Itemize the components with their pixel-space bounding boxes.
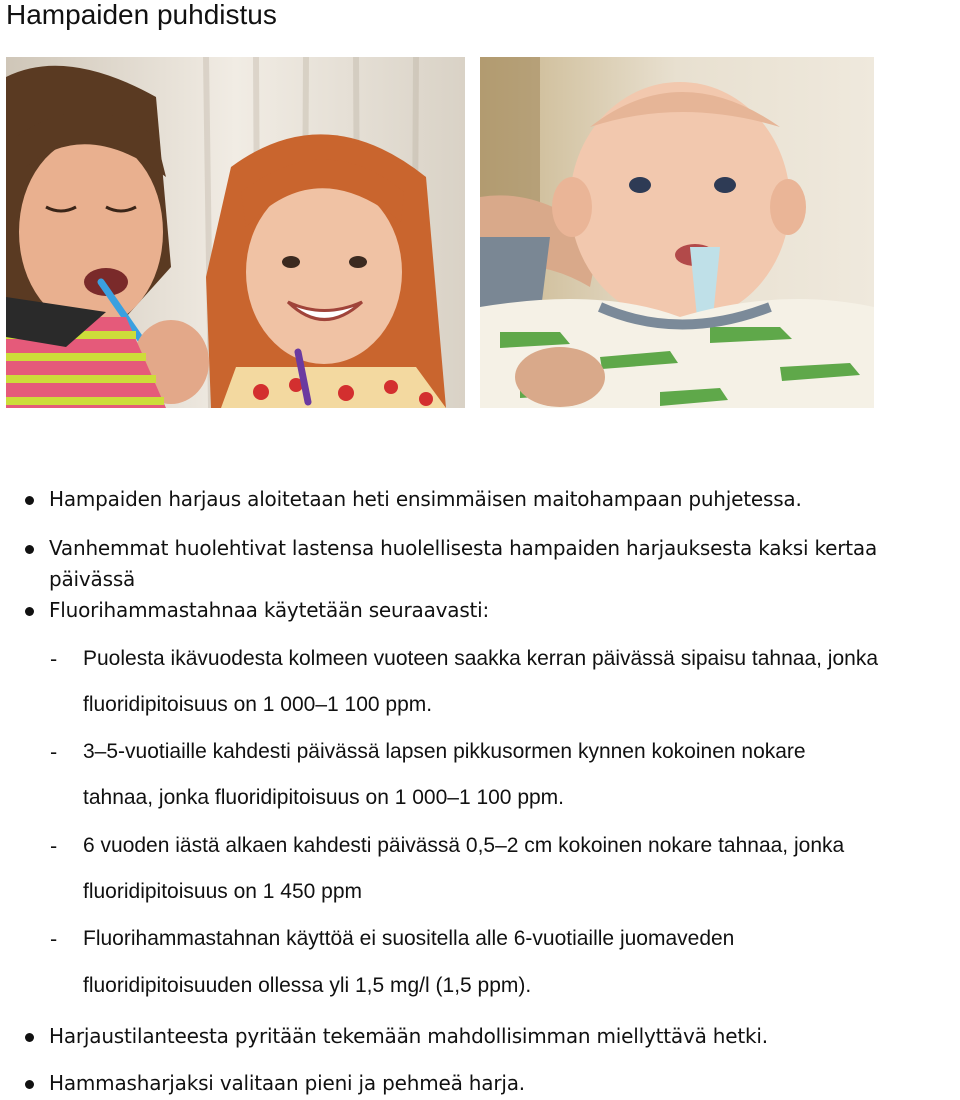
subitem-dash: -	[50, 740, 58, 764]
subitem-text: 3–5-vuotiaille kahdesti päivässä lapsen pikkusormen kynnen kokoinen nokare	[83, 740, 806, 763]
subitem-text: 6 vuoden iästä alkaen kahdesti päivässä 0,5–2 cm kokoinen nokare tahnaa, jonka	[83, 834, 845, 857]
children-photo-image	[6, 57, 465, 408]
subitem-dash: -	[50, 647, 58, 671]
children-brushing-teeth-photo	[6, 57, 465, 408]
bullet-text-continuation: päivässä	[49, 567, 136, 591]
subitem-text-continuation: fluoridipitoisuus on 1 450 ppm	[83, 880, 363, 903]
bullet-dot	[25, 607, 34, 616]
bullet-dot	[25, 545, 34, 554]
subitem-dash: -	[50, 834, 58, 858]
subitem-text: Fluorihammastahnan käyttöä ei suositella alle 6-vuotiaille juomaveden	[83, 927, 735, 950]
bullet-text: Hammasharjaksi valitaan pieni ja pehmeä harja.	[49, 1071, 525, 1095]
bullet-text: Harjaustilanteesta pyritään tekemään mahdollisimman miellyttävä hetki.	[49, 1024, 768, 1048]
bullet-dot	[25, 496, 34, 505]
page-title: Hampaiden puhdistus	[6, 0, 277, 30]
bullet-dot	[25, 1080, 34, 1089]
bullet-dot	[25, 1033, 34, 1042]
bullet-text: Hampaiden harjaus aloitetaan heti ensimmäisen maitohampaan puhjetessa.	[49, 487, 802, 511]
baby-photo-image	[480, 57, 874, 408]
subitem-text-continuation: fluoridipitoisuuden ollessa yli 1,5 mg/l (1,5 ppm).	[83, 974, 532, 997]
bullet-text: Fluorihammastahnaa käytetään seuraavasti:	[49, 598, 490, 622]
baby-with-toothbrush-photo	[480, 57, 874, 408]
bullet-text: Vanhemmat huolehtivat lastensa huolellisesta hampaiden harjauksesta kaksi kertaa	[49, 536, 878, 560]
subitem-text: Puolesta ikävuodesta kolmeen vuoteen saakka kerran päivässä sipaisu tahnaa, jonka	[83, 647, 878, 670]
subitem-dash: -	[50, 927, 58, 951]
subitem-text-continuation: tahnaa, jonka fluoridipitoisuus on 1 000–1 100 ppm.	[83, 786, 565, 809]
subitem-text-continuation: fluoridipitoisuus on 1 000–1 100 ppm.	[83, 693, 433, 716]
